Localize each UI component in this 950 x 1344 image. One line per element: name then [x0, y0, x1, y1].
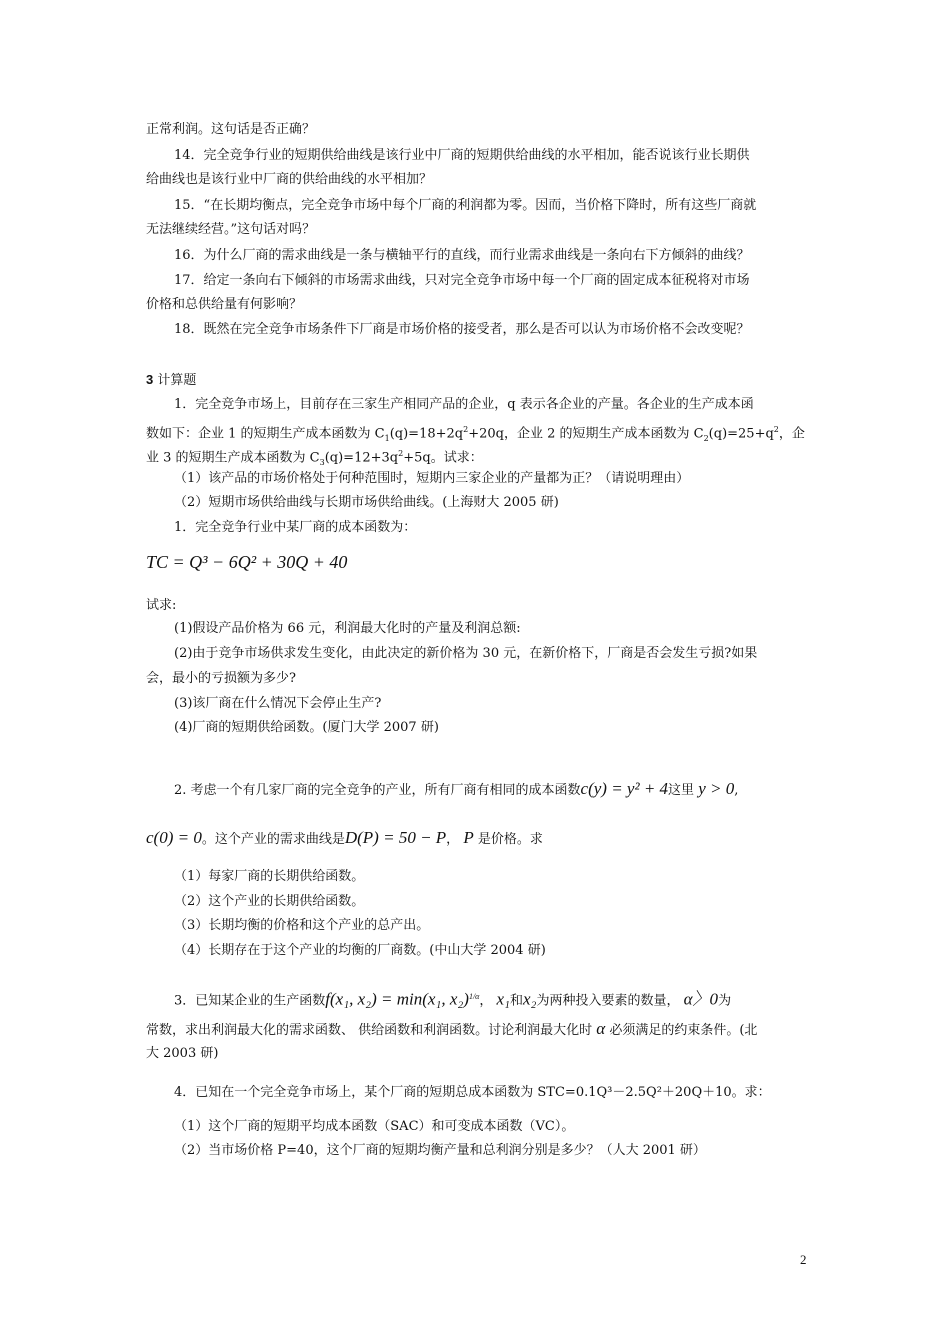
question-14-line-1: 14．完全竞争行业的短期供给曲线是该行业中厂商的短期供给曲线的水平相加，能否说该行业长期供	[174, 148, 750, 163]
calc-2-question-3: （3）长期均衡的价格和这个产业的总产出。	[174, 918, 430, 933]
calc-1b-question-2-line-2: 会，最小的亏损额为多少?	[146, 671, 296, 686]
calc-1b-intro: 1．完全竞争行业中某厂商的成本函数为：	[174, 520, 417, 535]
calc-1-line-1: 1．完全竞争市场上，目前存在三家生产相同产品的企业，q 表示各企业的产量。各企业的生产成本函	[174, 397, 754, 412]
cost-function: c(y) = y² + 4	[580, 779, 669, 798]
positivity-condition: y > 0	[698, 779, 735, 798]
calc-4-question-2: （2）当市场价格 P=40，这个厂商的短期均衡产量和总利润分别是多少？（人大 2001 研）	[174, 1143, 706, 1158]
calc-1b-ask: 试求:	[146, 598, 177, 613]
calc-2-question-4: （4）长期存在于这个产业的均衡的厂商数。(中山大学 2004 研)	[174, 943, 546, 958]
production-function: f(x₁, x₂) = min(x₁, x₂)	[325, 989, 469, 1009]
calc-1-question-2: （2）短期市场供给曲线与长期市场供给曲线。(上海财大 2005 研)	[174, 495, 559, 510]
calc-4-question-1: （1）这个厂商的短期平均成本函数（SAC）和可变成本函数（VC）。	[174, 1119, 575, 1134]
calc-1b-question-1: (1)假设产品价格为 66 元，利润最大化时的产量及利润总额:	[174, 621, 521, 636]
tc-formula: TC = Q³ − 6Q² + 30Q + 40	[146, 552, 348, 572]
calc-1b-question-2-line-1: (2)由于竞争市场供求发生变化，由此决定的新价格为 30 元，在新价格下，厂商是否会发生亏损?如果	[174, 646, 758, 661]
question-14-line-2: 给曲线也是该行业中厂商的供给曲线的水平相加？	[146, 172, 433, 187]
calc-3-line-3: 大 2003 研)	[146, 1046, 219, 1061]
calc-3-line-1: 3．已知某企业的生产函数f(x₁, x₂) = min(x₁, x₂)$^{1/\alpha}$， x₁和x₂为两种投入要素的数量， α〉0为	[174, 989, 732, 1009]
demand-function: D(P) = 50 − P	[344, 828, 447, 847]
question-15-line-2: 无法继续经营。”这句话对吗？	[146, 222, 316, 237]
question-17-line-2: 价格和总供给量有何影响？	[146, 297, 303, 312]
paragraph-13-continuation: 正常利润。这句话是否正确？	[146, 122, 316, 137]
page-number: 2	[800, 1252, 807, 1267]
calc-1-line-2: 数如下：企业 1 的短期生产成本函数为 $C_1(q)=18+2q^2+20q$，企业 2 的短期生产成本函数为 $C_2(q)=25+q^2$，企	[146, 425, 805, 443]
calc-1-question-1: （1）该产品的市场价格处于何种范围时，短期内三家企业的产量都为正？（请说明理由）	[174, 471, 690, 486]
calc-2-line-2: c(0) = 0。这个产业的需求曲线是D(P) = 50 − P， P 是价格。求	[146, 828, 543, 847]
calc-1b-question-4: (4)厂商的短期供给函数。(厦门大学 2007 研)	[174, 720, 439, 735]
calc-3-line-2: 常数，求出利润最大化的需求函数、 供给函数和利润函数。讨论利润最大化时 α 必须满足的约束条件。(北	[146, 1019, 758, 1038]
question-15-line-1: 15．“在长期均衡点，完全竞争市场中每个厂商的利润都为零。因而，当价格下降时，所有这些厂商就	[174, 198, 757, 213]
question-18: 18．既然在完全竞争市场条件下厂商是市场价格的接受者，那么是否可以认为市场价格不会改变呢？	[174, 322, 750, 337]
calc-1b-question-3: (3)该厂商在什么情况下会停止生产?	[174, 696, 382, 711]
section-number: 3	[146, 372, 154, 387]
calc-2-question-2: （2）这个产业的长期供给函数。	[174, 894, 365, 909]
calc-4-line-1: 4．已知在一个完全竞争市场上，某个厂商的短期总成本函数为 STC=0.1Q³－2.5Q²＋20Q＋10。求：	[174, 1085, 771, 1100]
question-17-line-1: 17．给定一条向右下倾斜的市场需求曲线，只对完全竞争市场中每一个厂商的固定成本征税将对市场	[174, 273, 750, 288]
section-heading	[146, 371, 196, 390]
calc-2-line-1: 2. 考虑一个有几家厂商的完全竞争的产业，所有厂商有相同的成本函数c(y) = y² + 4这里 y > 0,	[174, 779, 739, 798]
calc-2-question-1: （1）每家厂商的长期供给函数。	[174, 869, 365, 884]
calc-1-line-3: 业 3 的短期生产成本函数为 $C_3(q)=12+3q^2+5q$。试求：	[146, 449, 483, 467]
section-title: 计算题	[157, 373, 197, 388]
question-16: 16．为什么厂商的需求曲线是一条与横轴平行的直线，而行业需求曲线是一条向右下方倾斜的曲线？	[174, 248, 750, 263]
